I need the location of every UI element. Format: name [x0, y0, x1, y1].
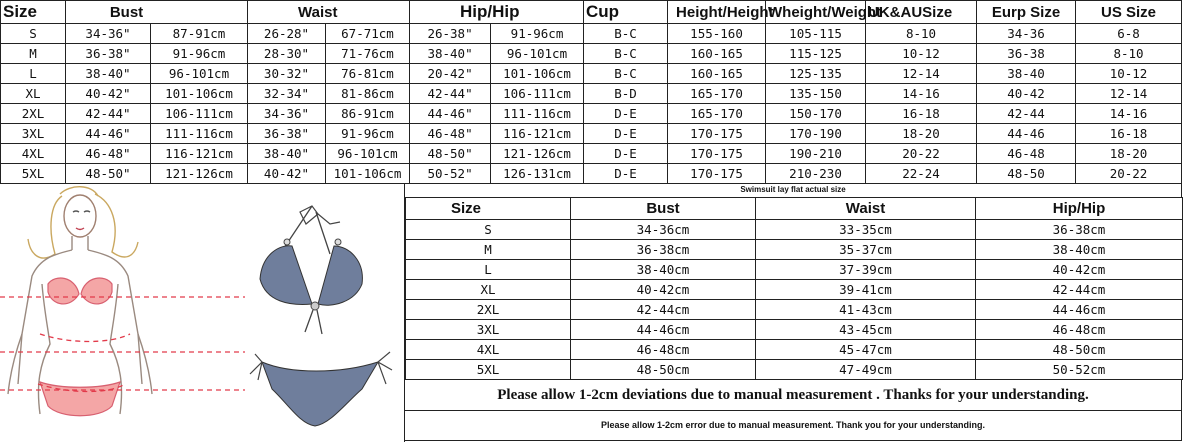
table-cell: B-D [584, 84, 668, 104]
table-cell: 47-49cm [756, 360, 976, 380]
table-cell: 38-40cm [976, 240, 1183, 260]
table-header-row [1, 1, 1182, 24]
table-cell: 42-44cm [571, 300, 756, 320]
table-cell: 26-38" [410, 24, 491, 44]
tie-side-bikini-bottom-icon [250, 352, 392, 426]
table-cell: 43-45cm [756, 320, 976, 340]
table-cell: 155-160 [668, 24, 766, 44]
header-uk-au-size: UK&AUSize [866, 1, 977, 24]
flat-table-row [406, 320, 1183, 340]
flat-table-row [406, 360, 1183, 380]
table-cell: 8-10 [866, 24, 977, 44]
table-cell: 41-43cm [756, 300, 976, 320]
swimsuit-sketch [40, 278, 120, 416]
table-cell: 18-20 [1076, 144, 1182, 164]
table-cell: 39-41cm [756, 280, 976, 300]
header-size: Size [1, 1, 66, 24]
table-cell: 26-28" [248, 24, 326, 44]
table-cell: 126-131cm [491, 164, 584, 184]
table-cell: 5XL [406, 360, 571, 380]
flat-table-header-row [406, 198, 1183, 220]
table-cell: 44-46" [66, 124, 151, 144]
table-row [1, 144, 1182, 164]
table-cell: 48-50" [410, 144, 491, 164]
table-cell: 44-46 [977, 124, 1076, 144]
table-cell: 38-40" [410, 44, 491, 64]
header-waist: Waist [248, 1, 410, 24]
table-cell: 20-22 [1076, 164, 1182, 184]
illustration-svg [0, 184, 405, 442]
table-cell: 44-46cm [976, 300, 1183, 320]
measurement-illustration [0, 184, 405, 442]
table-cell: 44-46cm [571, 320, 756, 340]
table-cell: 111-116cm [151, 124, 248, 144]
table-cell: 116-121cm [491, 124, 584, 144]
table-cell: 190-210 [766, 144, 866, 164]
table-cell: 116-121cm [151, 144, 248, 164]
table-cell: 50-52" [410, 164, 491, 184]
table-row [1, 44, 1182, 64]
table-cell: 4XL [406, 340, 571, 360]
table-cell: 34-36" [248, 104, 326, 124]
table-cell: XL [406, 280, 571, 300]
table-cell: 12-14 [866, 64, 977, 84]
table-cell: 34-36 [977, 24, 1076, 44]
table-cell: 10-12 [866, 44, 977, 64]
table-cell: 46-48cm [571, 340, 756, 360]
table-cell: M [406, 240, 571, 260]
table-cell: 42-44" [66, 104, 151, 124]
table-cell: 5XL [1, 164, 66, 184]
table-cell: 16-18 [1076, 124, 1182, 144]
table-cell: 170-175 [668, 164, 766, 184]
table-cell: 3XL [406, 320, 571, 340]
table-cell: L [406, 260, 571, 280]
table-cell: B-C [584, 44, 668, 64]
table-cell: 46-48 [977, 144, 1076, 164]
table-cell: 36-38" [66, 44, 151, 64]
table-cell: 12-14 [1076, 84, 1182, 104]
table-cell: 14-16 [866, 84, 977, 104]
table-cell: 48-50" [66, 164, 151, 184]
table-cell: 160-165 [668, 44, 766, 64]
table-cell: 22-24 [866, 164, 977, 184]
table-cell: 105-115 [766, 24, 866, 44]
flat-table-row [406, 340, 1183, 360]
table-cell: L [1, 64, 66, 84]
table-cell: 46-48" [410, 124, 491, 144]
flat-table-row [406, 260, 1183, 280]
table-cell: 36-38cm [571, 240, 756, 260]
table-cell: 6-8 [1076, 24, 1182, 44]
table-cell: 87-91cm [151, 24, 248, 44]
table-cell: 42-44 [977, 104, 1076, 124]
table-cell: 36-38" [248, 124, 326, 144]
table-cell: 20-22 [866, 144, 977, 164]
flat-table-row [406, 280, 1183, 300]
table-cell: 30-32" [248, 64, 326, 84]
header-bust: Bust [66, 1, 248, 24]
table-cell: B-C [584, 24, 668, 44]
table-cell: 91-96cm [326, 124, 410, 144]
table-cell: 2XL [1, 104, 66, 124]
table-cell: 121-126cm [151, 164, 248, 184]
table-cell: 96-101cm [151, 64, 248, 84]
table-cell: 48-50cm [976, 340, 1183, 360]
table-cell: 106-111cm [491, 84, 584, 104]
table-cell: 42-44cm [976, 280, 1183, 300]
table-cell: 48-50 [977, 164, 1076, 184]
table-row [1, 64, 1182, 84]
flat-header-bust: Bust [571, 198, 756, 220]
table-cell: 45-47cm [756, 340, 976, 360]
table-cell: 16-18 [866, 104, 977, 124]
table-cell: 101-106cm [151, 84, 248, 104]
table-cell: XL [1, 84, 66, 104]
measurement-note-primary: Please allow 1-2cm deviations due to manual measurement . Thanks for your understanding. [405, 380, 1182, 411]
table-cell: S [406, 220, 571, 240]
flat-header-waist: Waist [756, 198, 976, 220]
table-cell: 150-170 [766, 104, 866, 124]
table-cell: 40-42cm [571, 280, 756, 300]
table-cell: B-C [584, 64, 668, 84]
flat-header-size: Size [406, 198, 571, 220]
table-cell: 170-190 [766, 124, 866, 144]
table-cell: 8-10 [1076, 44, 1182, 64]
table-cell: 125-135 [766, 64, 866, 84]
table-cell: 38-40" [66, 64, 151, 84]
size-chart-table [0, 0, 1182, 184]
table-cell: 210-230 [766, 164, 866, 184]
table-cell: 36-38 [977, 44, 1076, 64]
table-cell: 101-106cm [491, 64, 584, 84]
table-row [1, 164, 1182, 184]
header-hip: Hip/Hip [410, 1, 584, 24]
table-cell: 115-125 [766, 44, 866, 64]
table-cell: 10-12 [1076, 64, 1182, 84]
table-cell: 96-101cm [491, 44, 584, 64]
table-cell: 170-175 [668, 124, 766, 144]
table-cell: 14-16 [1076, 104, 1182, 124]
table-cell: 170-175 [668, 144, 766, 164]
table-cell: D-E [584, 104, 668, 124]
table-cell: 18-20 [866, 124, 977, 144]
table-row [1, 24, 1182, 44]
table-cell: 121-126cm [491, 144, 584, 164]
flat-table-row [406, 300, 1183, 320]
table-cell: 36-38cm [976, 220, 1183, 240]
table-cell: 42-44" [410, 84, 491, 104]
table-cell: 2XL [406, 300, 571, 320]
table-cell: 34-36" [66, 24, 151, 44]
table-cell: 35-37cm [756, 240, 976, 260]
woman-measurement-sketch-icon [8, 187, 152, 414]
table-cell: 28-30" [248, 44, 326, 64]
table-cell: 76-81cm [326, 64, 410, 84]
flat-table-row [406, 220, 1183, 240]
table-cell: 50-52cm [976, 360, 1183, 380]
table-row [1, 84, 1182, 104]
flat-size-caption: Swimsuit lay flat actual size [405, 183, 1182, 197]
measurement-note-secondary: Please allow 1-2cm error due to manual measurement. Thank you for your understanding. [405, 411, 1182, 441]
table-cell: 135-150 [766, 84, 866, 104]
table-row [1, 124, 1182, 144]
table-cell: D-E [584, 124, 668, 144]
flat-header-hip: Hip/Hip [976, 198, 1183, 220]
table-row [1, 104, 1182, 124]
halter-bikini-top-icon [260, 206, 362, 334]
table-cell: 40-42" [66, 84, 151, 104]
table-cell: M [1, 44, 66, 64]
table-cell: 91-96cm [151, 44, 248, 64]
table-cell: 48-50cm [571, 360, 756, 380]
header-cup: Cup [584, 1, 668, 24]
table-cell: D-E [584, 164, 668, 184]
table-cell: 96-101cm [326, 144, 410, 164]
table-cell: 33-35cm [756, 220, 976, 240]
table-cell: 40-42cm [976, 260, 1183, 280]
table-cell: 86-91cm [326, 104, 410, 124]
table-cell: S [1, 24, 66, 44]
table-cell: 3XL [1, 124, 66, 144]
table-cell: 46-48" [66, 144, 151, 164]
table-cell: 101-106cm [326, 164, 410, 184]
table-cell: 38-40" [248, 144, 326, 164]
table-cell: 4XL [1, 144, 66, 164]
table-cell: 71-76cm [326, 44, 410, 64]
header-weight: Wheight/Weight [766, 1, 866, 24]
table-cell: 165-170 [668, 104, 766, 124]
table-cell: 165-170 [668, 84, 766, 104]
table-cell: 38-40 [977, 64, 1076, 84]
table-cell: 32-34" [248, 84, 326, 104]
table-cell: 34-36cm [571, 220, 756, 240]
flat-table-row [406, 240, 1183, 260]
table-cell: 91-96cm [491, 24, 584, 44]
table-cell: 106-111cm [151, 104, 248, 124]
table-cell: 38-40cm [571, 260, 756, 280]
table-cell: 44-46" [410, 104, 491, 124]
header-height: Height/Height [668, 1, 766, 24]
table-cell: 81-86cm [326, 84, 410, 104]
table-cell: 40-42" [248, 164, 326, 184]
header-eurp-size: Eurp Size [977, 1, 1076, 24]
table-cell: 67-71cm [326, 24, 410, 44]
table-cell: 40-42 [977, 84, 1076, 104]
flat-size-table [405, 197, 1183, 380]
table-cell: 20-42" [410, 64, 491, 84]
table-cell: 46-48cm [976, 320, 1183, 340]
table-cell: 111-116cm [491, 104, 584, 124]
flat-size-section [404, 183, 1182, 442]
table-cell: D-E [584, 144, 668, 164]
table-cell: 160-165 [668, 64, 766, 84]
table-cell: 37-39cm [756, 260, 976, 280]
measurement-lines [0, 297, 245, 392]
header-us-size: US Size [1076, 1, 1182, 24]
